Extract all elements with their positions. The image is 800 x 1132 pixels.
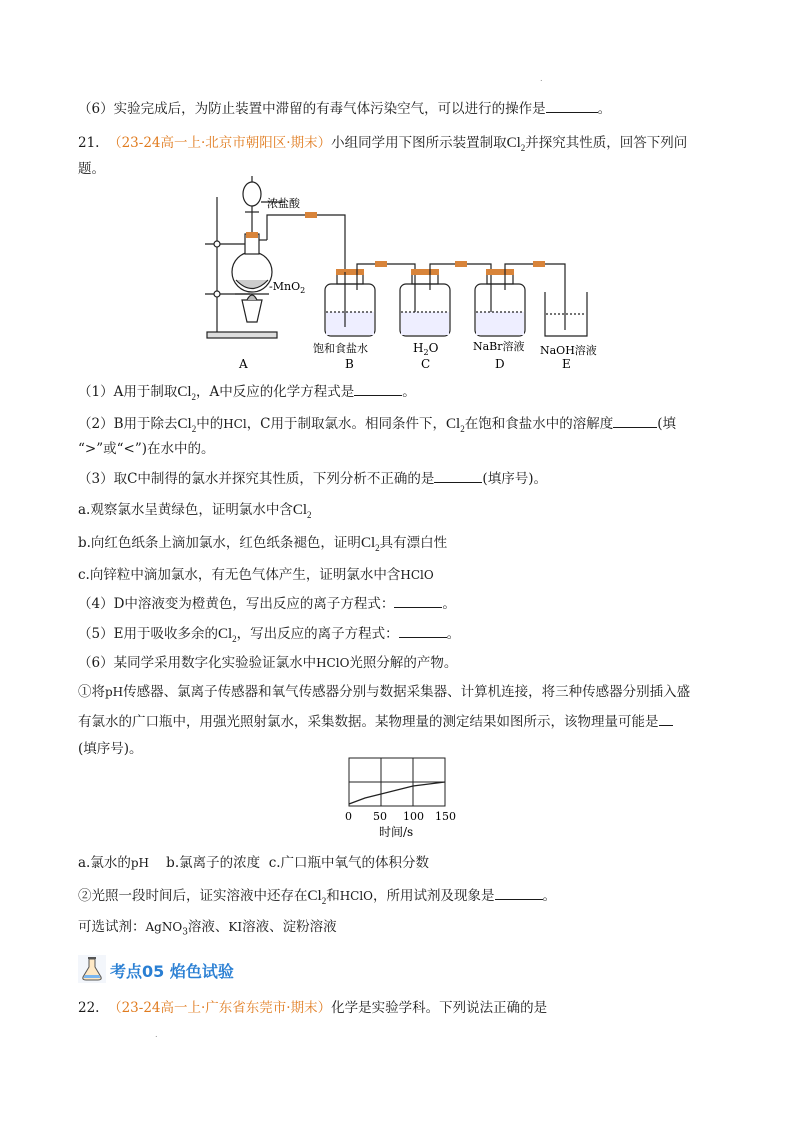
q21-part6-c2: ②光照一段时间后，证实溶液中还存在$Cl_2$和HClO，所用试剂及现象是 。 (78, 885, 556, 911)
answer-blank[interactable] (546, 98, 598, 113)
q22-stem: 22. （23-24高一上·广东省东莞市·期末）化学是实验学科。下列说法正确的是 (78, 1000, 548, 1016)
q21-part1: （1）A用于制取$Cl_2$，A中反应的化学方程式是 。 (78, 381, 416, 407)
q21-part6: （6）某同学采用数字化实验验证氯水中HClO光照分解的产物。 (78, 655, 458, 671)
answer-blank[interactable] (399, 623, 447, 638)
answer-blank[interactable] (394, 593, 442, 608)
q21-part3: （3）取C中制得的氯水并探究其性质，下列分析不正确的是 (填序号)。 (78, 468, 547, 489)
label-mno2: -MnO$_2$ (269, 280, 306, 295)
stray-dot: . (540, 74, 543, 83)
q20-part6: （6）实验完成后，为防止装置中滞留的有毒气体污染空气，可以进行的操作是 。 (78, 98, 611, 119)
q21-part5: （5）E用于吸收多余的$Cl_2$，写出反应的离子方程式： 。 (78, 623, 460, 649)
letter-d: D (495, 357, 505, 371)
letter-b: B (345, 357, 354, 371)
answer-blank[interactable] (659, 711, 673, 726)
q21-part6-c1-cont2: (填序号)。 (78, 741, 143, 757)
x-tick-0: 0 (345, 810, 352, 823)
measurement-chart (335, 754, 465, 844)
q21-stem-cont: 题。 (78, 161, 105, 177)
answer-blank[interactable] (495, 885, 543, 900)
flask-icon (78, 955, 106, 983)
label-d: NaBr溶液 (473, 340, 525, 353)
q21-stem: 21. （23-24高一上·北京市朝阳区·期末）小组同学用下图所示装置制取$Cl_2$并探究其性质，回答下列问 (78, 135, 688, 153)
source-tag: （23-24高一上·北京市朝阳区·期末） (108, 135, 332, 151)
section-title: 考点05 焰色试验 (110, 962, 234, 981)
q21-opt-c: c.向锌粒中滴加氯水，有无色气体产生，证明氯水中含HClO (78, 567, 434, 583)
label-c: $H_2O$ (413, 341, 439, 357)
label-b: 饱和食盐水 (313, 342, 368, 355)
x-tick-50: 50 (373, 810, 387, 823)
letter-a: A (239, 357, 248, 371)
q21-part4: （4）D中溶液变为橙黄色，写出反应的离子方程式： 。 (78, 593, 456, 614)
x-tick-150: 150 (435, 810, 456, 823)
label-hcl: 浓盐酸 (267, 197, 300, 210)
q21-opt-a: a.观察氯水呈黄绿色，证明氯水中含$Cl_2$ (78, 502, 312, 520)
source-tag: （23-24高一上·广东省东莞市·期末） (108, 1000, 332, 1016)
stray-dot: . (155, 1030, 158, 1039)
answer-blank[interactable] (354, 381, 402, 396)
label-e: NaOH溶液 (540, 344, 597, 357)
x-tick-100: 100 (403, 810, 424, 823)
q21-part6-c1: ①将pH传感器、氯离子传感器和氧气传感器分别与数据采集器、计算机连接，将三种传感器分别插入盛 (78, 684, 691, 700)
apparatus-diagram (195, 172, 615, 372)
answer-blank[interactable] (434, 468, 482, 483)
x-axis-label: 时间/s (379, 825, 414, 839)
letter-e: E (562, 357, 571, 371)
q21-chart-options: a.氯水的pH b.氯离子的浓度 c.广口瓶中氧气的体积分数 (78, 855, 430, 871)
q21-part2-cont: “>”或“<”)在水中的。 (78, 441, 215, 457)
q21-part2: （2）B用于除去$Cl_2$中的HCl，C用于制取氯水。相同条件下，$Cl_2$在饱和食盐水中的溶解度 (填 (78, 413, 676, 439)
q21-part6-c1-cont: 有氯水的广口瓶中，用强光照射氯水，采集数据。某物理量的测定结果如图所示，该物理量可能是 (78, 711, 673, 732)
q21-opt-b: b.向红色纸条上滴加氯水，红色纸条褪色，证明$Cl_2$具有漂白性 (78, 535, 448, 553)
letter-c: C (421, 357, 431, 371)
q21-reagents: 可选试剂：AgNO$_3$溶液、KI溶液、淀粉溶液 (78, 919, 337, 938)
answer-blank[interactable] (613, 413, 657, 428)
data-curve (349, 782, 445, 804)
